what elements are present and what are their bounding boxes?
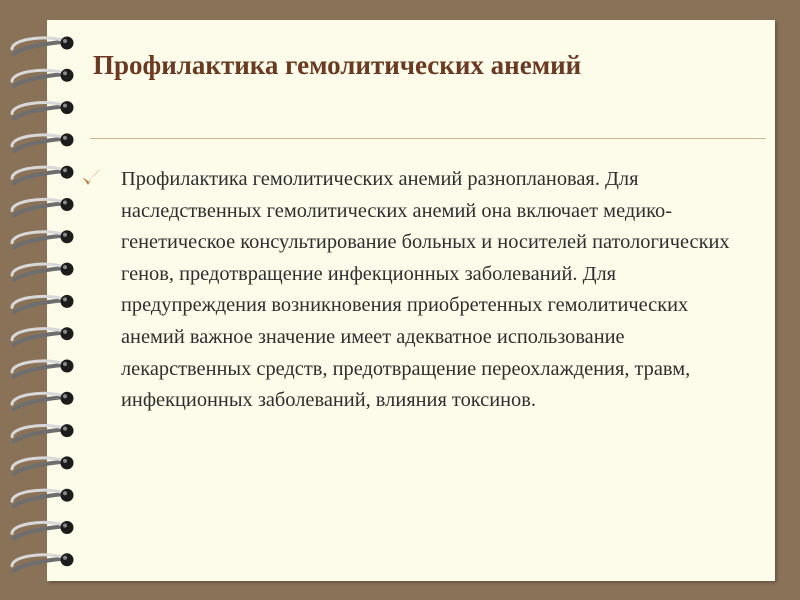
spiral-ring — [12, 37, 74, 55]
spiral-ring — [12, 360, 74, 378]
spiral-ring — [12, 263, 74, 281]
spiral-ring — [12, 230, 74, 248]
spiral-ring — [12, 295, 74, 313]
spiral-ring — [12, 69, 74, 87]
checkmark-icon — [79, 166, 103, 190]
bullet-text: Профилактика гемолитических анемий разноплановая. Для наследственных гемолитических анемий она включает медико-генетическое консультирование больных и носителей патологических генов, предотвращение инфекционных заболеваний. Для предупреждения возникновения приобретенных гемолитических анемий важное значение имеет адекватное использование лекарственных средств, предотвращение переохлаждения, травм, инфекционных заболеваний, влияния токсинов. — [121, 168, 730, 412]
spiral-ring — [12, 101, 74, 119]
slide-title: Профилактика гемолитических анемий — [93, 50, 582, 80]
spiral-ring — [12, 198, 74, 216]
spiral-ring — [12, 489, 74, 507]
spiral-ring — [12, 327, 74, 345]
spiral-ring — [12, 166, 74, 184]
spiral-ring — [12, 456, 74, 474]
spiral-ring — [12, 133, 74, 151]
spiral-binding-icon — [0, 0, 90, 600]
title-divider — [90, 138, 766, 139]
spiral-ring — [12, 392, 74, 410]
spiral-ring — [12, 521, 74, 539]
spiral-ring — [12, 424, 74, 442]
spiral-ring — [12, 553, 74, 571]
